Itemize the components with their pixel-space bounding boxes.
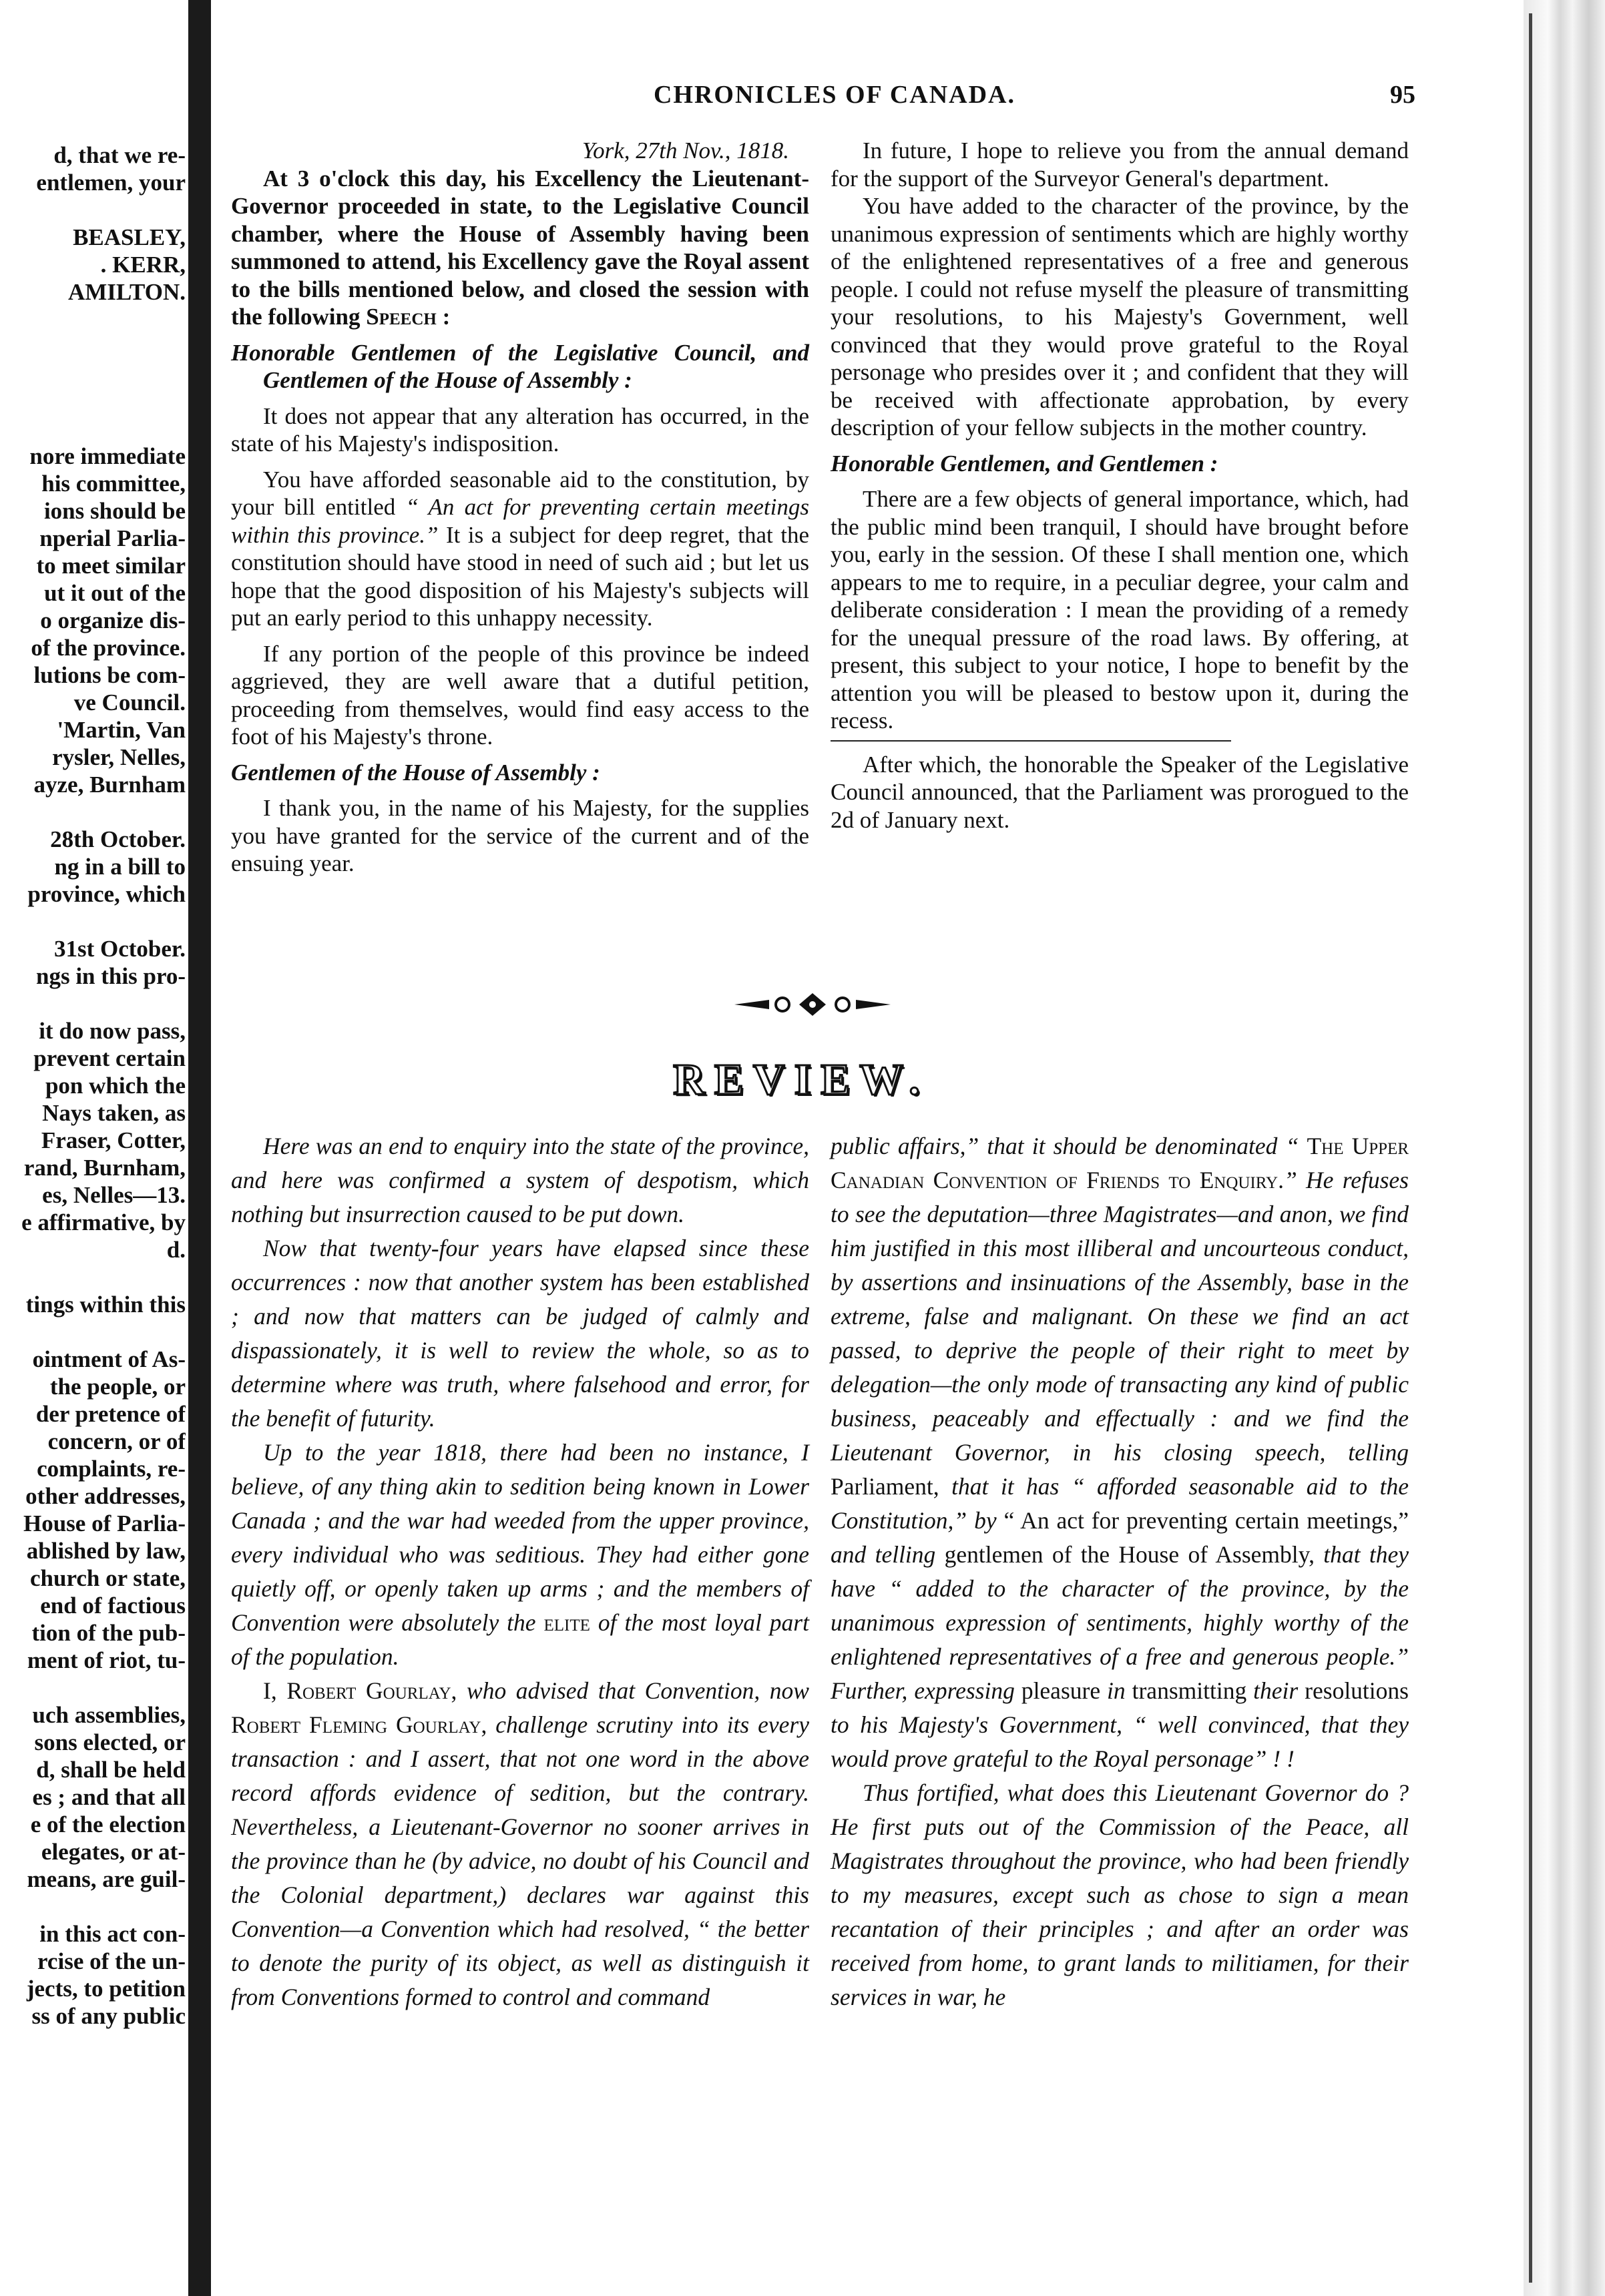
ornament-divider	[729, 988, 896, 1021]
fragment-line: tion of the pub-	[31, 1620, 186, 1646]
speech-right-paragraph-3: There are a few objects of general importance, which, had the public mind been tranquil, I should have brought before you, early in the session. Of these I shall mention one, which appears to me to require, in a peculiar degree, your calm and deliberate consideration : I mean the providing of a remedy for the unequal pressure of the road laws. By offering, at present, this subject to your notice, I hope to benefit by the attention you will be pleased to bestow upon it, during the recess.	[831, 486, 1409, 734]
fragment-line: concern, or of	[47, 1428, 186, 1454]
fragment-line: rand, Burnham,	[23, 1155, 186, 1181]
fragment-line: 28th October.	[50, 826, 186, 852]
fragment-line: es, Nelles—13.	[42, 1182, 186, 1208]
review-paragraph-2: Now that twenty-four years have elapsed since these occurrences : now that another system has been established ; and now that matters can be judged of calmly and dispassionately, it is well to review the whole, so as to determine where was truth, where falsehood and error, for the benefit of futurity.	[231, 1235, 809, 1432]
fragment-line: d, that we re-	[53, 142, 186, 168]
speech-paragraph-3: If any portion of the people of this province be indeed aggrieved, they are well aware that a dutiful petition, proceeding from themselves, would find easy access to the foot of his Majesty's throne.	[231, 640, 809, 750]
speech-right-paragraph-2: You have added to the character of the province, by the unanimous expression of sentiments which are highly worthy of the enlightened representatives of a free and generous people. I could not refuse myself the pleasure of transmitting your resolutions, to his Majesty's Government, well convinced that they would prove grateful to the Royal personage who presides over it ; and confident that they will be received with affectionate approbation, by every description of your fellow subjects in the mother country.	[831, 193, 1409, 441]
fragment-line	[0, 1674, 186, 1701]
speech-paragraph-2: You have afforded seasonable aid to the constitution, by your bill entitled “ An act for preventing certain meetings within this province.” It is a subject for deep regret, that the constitution should have stood in need of such aid ; but let us hope that the good disposition of his Majesty's subjects will put an early period to this unhappy necessity.	[231, 466, 809, 631]
review-paragraph-1: Here was an end to enquiry into the state of the province, and here was confirmed a system of despotism, which nothing but insurrection caused to be put down.	[231, 1133, 809, 1227]
fragment-line: rysler, Nelles,	[52, 744, 186, 770]
section-title-review: REVIEW.	[673, 1055, 929, 1104]
fragment-line: uch assemblies,	[32, 1702, 186, 1728]
fragment-line	[0, 1318, 186, 1346]
fragment-line: complaints, re-	[37, 1456, 186, 1482]
fragment-line: ions should be	[43, 498, 186, 524]
fragment-line	[0, 1893, 186, 1920]
fragment-line	[0, 333, 186, 360]
fragment-line	[0, 360, 186, 388]
review-paragraph-4: I, Robert Gourlay, who advised that Convention, now Robert Fleming Gourlay, challenge scrutiny into its every transaction : and I assert, that not one word in the above record affords evidence of sedition, but the contrary. Nevertheless, a Lieutenant-Governor no sooner arrives in the province than he (by advice, no doubt of his Council and the Colonial department,) declares war against this Convention—a Convention which had resolved, “ the better to denote the purity of its object, as well as distinguish it from Conventions formed to control and command	[231, 1677, 809, 2010]
page-number: 95	[1390, 81, 1415, 109]
fragment-line: church or state,	[30, 1565, 186, 1591]
fragment-line: rcise of the un-	[37, 1948, 186, 1974]
dateline: York, 27th Nov., 1818.	[582, 137, 789, 164]
fragment-line: his committee,	[41, 471, 186, 497]
speech-address-1: Honorable Gentlemen of the Legislative Council, and Gentlemen of the House of Assembly :	[231, 339, 809, 393]
fragment-line	[0, 1263, 186, 1291]
fragment-line: . KERR,	[100, 252, 186, 278]
fragment-line: pon which the	[45, 1073, 186, 1099]
fragment-line: entlemen, your	[36, 170, 186, 196]
fragment-line	[0, 306, 186, 333]
review-right-paragraph-1: public affairs,” that it should be denominated “ The Upper Canadian Convention of Friends to Enquiry.” He refuses to see the deputation—three Magistrates—and anon, we find him justified in this most illiberal and uncourteous conduct, by assertions and insinuations of the Assembly, base in the extreme, false and malignant. On these we find an act passed, to deprive the people of their right to meet by delegation—the only mode of transacting any kind of public business, peaceably and effectually : and we find the Lieutenant Governor, in his closing speech, telling Parliament, that it has “ afforded seasonable aid to the Constitution,” by “ An act for preventing certain meetings,” and telling gentlemen of the House of Assembly, that they have “ added to the character of the province, by the unanimous expression of sentiments, highly worthy of the enlightened representatives of a free and generous people.” Further, expressing pleasure in transmitting their resolutions to his Majesty's Government, “ well convinced, that they would prove grateful to the Royal personage” ! !	[831, 1133, 1409, 1772]
fragment-line: ng in a bill to	[54, 854, 186, 880]
fragment-line: elegates, or at-	[41, 1839, 186, 1865]
page-edge-line	[1529, 13, 1532, 2283]
adjacent-page-fragment	[0, 0, 194, 2296]
fragment-line: BEASLEY,	[73, 224, 186, 250]
fragment-line: prevent certain	[33, 1045, 186, 1071]
speech-paragraph-4: I thank you, in the name of his Majesty, for the supplies you have granted for the service of the current and of the ensuing year.	[231, 795, 809, 876]
paragraph-rule	[831, 740, 1231, 742]
fragment-line: Nays taken, as	[42, 1100, 186, 1126]
fragment-line: ablished by law,	[26, 1538, 186, 1564]
review-paragraph-3: Up to the year 1818, there had been no instance, I believe, of any thing akin to sedition being known in Lower Canada ; and the war had weeded from the upper province, every individual who was seditious. They had either gone quietly off, or openly taken up arms ; and the members of Convention were absolutely the elite of the most loyal part of the population.	[231, 1439, 809, 1670]
speech-intro: At 3 o'clock this day, his Excellency the Lieutenant-Governor proceeded in state, to the Legislative Council chamber, where the House of Assembly having been summoned to attend, his Excellency gave the Royal assent to the bills mentioned below, and closed the session with the following Speech :	[231, 165, 809, 330]
running-title: CHRONICLES OF CANADA.	[653, 81, 1015, 109]
fragment-line	[0, 990, 186, 1017]
fragment-line: nore immediate	[29, 443, 186, 469]
speech-right-column	[831, 137, 1409, 834]
fragment-line: AMILTON.	[67, 279, 186, 305]
fragment-line: House of Parlia-	[23, 1510, 186, 1536]
fragment-line: ve Council.	[73, 689, 186, 715]
fragment-line: ayze, Burnham	[33, 772, 186, 798]
fragment-line: ut it out of the	[44, 580, 186, 606]
speech-address-2: Gentlemen of the House of Assembly :	[231, 759, 600, 786]
fragment-line	[0, 908, 186, 935]
fragment-line: nperial Parlia-	[39, 525, 186, 551]
fragment-line: der pretence of	[35, 1401, 186, 1427]
fragment-line: d, shall be held	[36, 1757, 186, 1783]
fragment-line: jects, to petition	[26, 1976, 186, 2002]
fragment-line: sons elected, or	[34, 1729, 186, 1755]
fragment-line: ngs in this pro-	[35, 963, 186, 989]
fragment-line: tings within this	[25, 1292, 186, 1318]
fragment-line: e affirmative, by	[21, 1209, 186, 1235]
fragment-line	[0, 798, 186, 826]
fragment-line: o organize dis-	[40, 607, 186, 633]
fragment-line: the people, or	[49, 1374, 186, 1400]
left-fragment-lines	[0, 141, 186, 2030]
fragment-line: 'Martin, Van	[57, 717, 186, 743]
fragment-line: e of the election	[30, 1811, 186, 1837]
speech-right-paragraph-1: In future, I hope to relieve you from the annual demand for the support of the Surveyor General's department.	[831, 137, 1409, 192]
page-gutter	[188, 0, 211, 2296]
fragment-line: 31st October.	[53, 936, 186, 962]
fragment-line: es ; and that all	[32, 1784, 186, 1810]
fragment-line: other addresses,	[25, 1483, 186, 1509]
fragment-line: to meet similar	[36, 553, 186, 579]
speech-right-paragraph-4: After which, the honorable the Speaker of the Legislative Council announced, that the Parliament was prorogued to the 2d of January next.	[831, 751, 1409, 833]
fragment-line: it do now pass,	[39, 1018, 186, 1044]
fragment-line	[0, 388, 186, 415]
fragment-line: in this act con-	[39, 1921, 186, 1947]
fragment-line	[0, 415, 186, 443]
review-right-column	[831, 1129, 1409, 2014]
fragment-line: d.	[166, 1237, 186, 1263]
fragment-line: lutions be com-	[33, 662, 186, 688]
page-edge	[1524, 0, 1605, 2296]
fragment-line: province, which	[27, 881, 186, 907]
fragment-line: end of factious	[40, 1593, 186, 1619]
review-left-column	[231, 1129, 809, 2014]
fragment-line: Fraser, Cotter,	[41, 1127, 186, 1153]
fragment-line: of the province.	[31, 635, 186, 661]
fragment-line	[0, 196, 186, 224]
fragment-line: ss of any public	[31, 2003, 186, 2029]
review-right-paragraph-2: Thus fortified, what does this Lieutenant Governor do ? He first puts out of the Commission of the Peace, all Magistrates throughout the province, who had been friendly to my measures, except such as chose to sign a mean recantation of their principles ; and after an order was received from home, to grant lands to militiamen, for their services in war, he	[831, 1779, 1409, 2010]
fragment-line: ment of riot, tu-	[27, 1647, 186, 1673]
fragment-line: ointment of As-	[32, 1346, 186, 1372]
speech-left-column	[231, 137, 809, 878]
speech-paragraph-1: It does not appear that any alteration has occurred, in the state of his Majesty's indisposition.	[231, 402, 809, 457]
speech-right-address: Honorable Gentlemen, and Gentlemen :	[831, 450, 1218, 477]
fragment-line: means, are guil-	[27, 1866, 186, 1892]
